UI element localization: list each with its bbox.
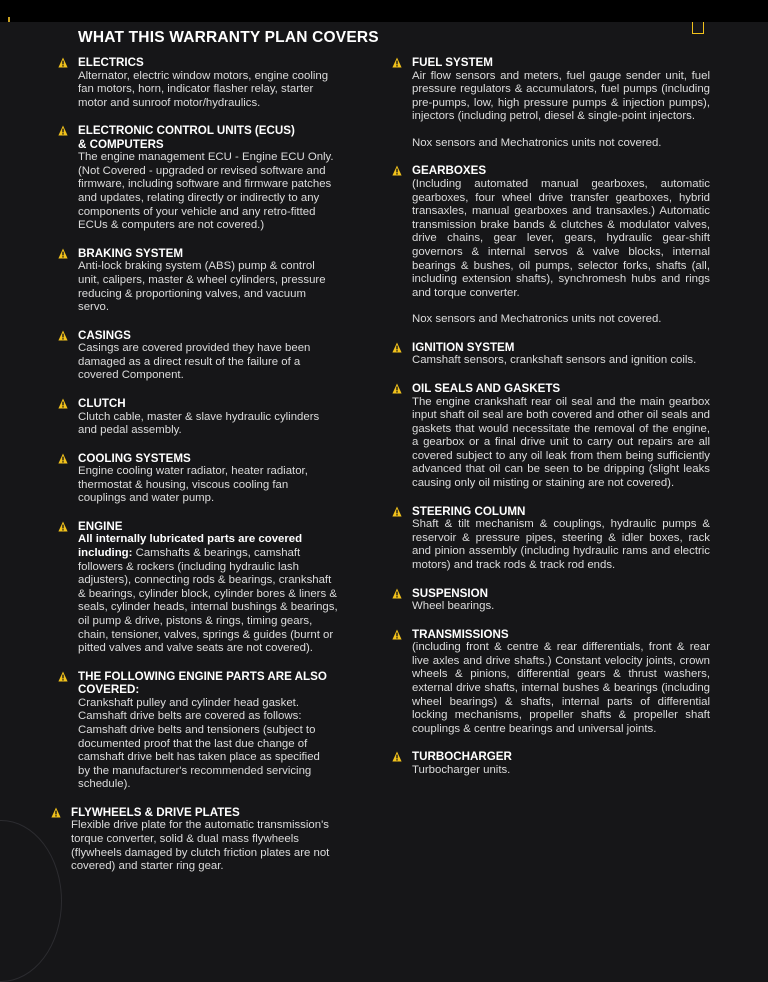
- warning-triangle-icon: [392, 629, 402, 640]
- section-title: IGNITION SYSTEM: [412, 340, 515, 354]
- warning-triangle-icon: [58, 398, 68, 409]
- section-oil-seals-gaskets: [392, 382, 710, 491]
- section-body: Crankshaft pulley and cylinder head gasket. Camshaft drive belts are covered as follows: Camshaft drive belts and tensioners (subject to documented proof that the last due change of camshaft drive belt has taken place as specified by the manufacturer's recommended servicing schedule).: [78, 696, 320, 791]
- section-body-text: Camshafts & bearings, camshaft followers & rockers (including hydraulic lash adjusters), connecting rods & bearings, crankshaft & bearings, cylinder block, cylinder bores & liners & seals, cylinder heads, internal bushings & bearings, oil pump & drive, pistons & rings, timing gears, chain, tensioner, valves, springs & guides (burnt or pitted valves and valve seats are not covered).: [78, 547, 338, 655]
- section-title: TURBOCHARGER: [412, 750, 512, 764]
- top-bar: [0, 0, 768, 22]
- section-body: Anti-lock braking system (ABS) pump & control unit, calipers, master & wheel cylinders, pressure reducing & proportioning valves, and vacuum servo.: [78, 260, 326, 314]
- section-body: Air flow sensors and meters, fuel gauge sender unit, fuel pressure regulators & accumulators, fuel pumps (including pre-pumps, low, high pressure pumps & injection pumps), injectors (including petrol, diesel & single-point injectors.: [412, 69, 710, 123]
- section-gearboxes: [392, 164, 710, 326]
- section-body: (including front & centre & rear differentials, front & rear live axles and drive shafts.) Constant velocity joints, crown wheels & pinions, differential gears & thrust washers, external drive shafts, internal bushes & bearings (including wheel bearings) & shafts, internal parts of differential locking mechanisms, propeller shafts & propeller shaft couplings & centre bearings and universal joints.: [412, 641, 710, 735]
- warning-triangle-icon: [392, 342, 402, 353]
- section-braking-system: [58, 247, 370, 315]
- section-ignition-system: [392, 341, 710, 368]
- section-electrics: [58, 56, 370, 110]
- page-title: WHAT THIS WARRANTY PLAN COVERS: [78, 29, 379, 46]
- section-title: OIL SEALS AND GASKETS: [412, 382, 561, 395]
- warning-triangle-icon: [392, 506, 402, 517]
- section-suspension: [392, 587, 710, 614]
- section-note: Nox sensors and Mechatronics units not covered.: [412, 136, 662, 149]
- warning-triangle-icon: [392, 383, 402, 394]
- section-fuel-system: [392, 56, 710, 150]
- section-title: STEERING COLUMN: [412, 504, 526, 518]
- section-body: Flexible drive plate for the automatic transmission's torque converter, solid & dual mass flywheels (flywheels damaged by clutch friction plates are not covered) and starter ring gear.: [71, 819, 330, 873]
- section-body: (Including automated manual gearboxes, automatic gearboxes, four wheel drive transfer gearboxes, hybrid transaxles, manual gearboxes and transaxles.) Automatic transmission brake bands & clutches & modulator valves, drive chains, gear lever, gears, hydraulic gear-shift governors & internal servos & valve blocks, internal bearings & bushes, oil pumps, selector forks, shafts (all, including extension shafts), synchromesh hubs and rings and torque converter.: [412, 177, 710, 299]
- section-engine-parts-also-covered: [58, 670, 370, 792]
- section-title: TRANSMISSIONS: [412, 627, 509, 641]
- warning-triangle-icon: [58, 125, 68, 136]
- section-flywheels-drive-plates: [51, 806, 370, 874]
- section-body: [78, 533, 370, 655]
- warning-triangle-icon: [58, 248, 68, 259]
- section-body: Wheel bearings.: [412, 600, 495, 613]
- section-body: Turbocharger units.: [412, 763, 511, 776]
- warning-triangle-icon: [51, 807, 61, 818]
- section-engine: [58, 520, 370, 656]
- left-column: [58, 56, 370, 874]
- warning-triangle-icon: [58, 57, 68, 68]
- section-clutch: [58, 397, 370, 438]
- section-body: Camshaft sensors, crankshaft sensors and ignition coils.: [412, 354, 697, 367]
- section-body: Alternator, electric window motors, engine cooling fan motors, horn, indicator flasher relay, starter motor and sunroof motor/hydraulics.: [78, 69, 329, 109]
- warning-triangle-icon: [392, 57, 402, 68]
- section-title: SUSPENSION: [412, 586, 489, 600]
- section-title: FUEL SYSTEM: [412, 56, 493, 69]
- section-body: The engine crankshaft rear oil seal and the main gearbox input shaft oil seal are both covered and other oil seals and gaskets that would necessitate the removal of the engine, a gearbox or a final drive unit to carry out repairs are all covered subject to any oil leak from them being sufficiently advanced that oil can be seen to be dripping (slight leaks causing only oil misting or staining are not covered).: [412, 395, 710, 490]
- top-bar-tick: [8, 17, 10, 22]
- warning-triangle-icon: [392, 751, 402, 762]
- warning-triangle-icon: [58, 330, 68, 341]
- section-title: THE FOLLOWING ENGINE PARTS ARE ALSO COVERED:: [78, 669, 327, 697]
- section-title: ENGINE: [78, 519, 123, 533]
- section-lead: All internally lubricated parts are covered including:: [78, 533, 303, 560]
- section-body: Shaft & tilt mechanism & couplings, hydraulic pumps & reservoir & pressure pipes, steering & idler boxes, rack and pinion assembly (including hydraulic rams and electric motors) and track rods & track rod ends.: [412, 518, 710, 571]
- section-title: GEARBOXES: [412, 164, 487, 178]
- section-transmissions: [392, 628, 710, 737]
- section-body: Clutch cable, master & slave hydraulic cylinders and pedal assembly.: [78, 410, 320, 437]
- section-casings: [58, 329, 370, 383]
- section-body: The engine management ECU - Engine ECU Only. (Not Covered - upgraded or revised software and firmware, including software and firmware patches and updates, relating directly or indirectly to any components of your vehicle and any retro-fitted ECUs & computers are not covered.): [78, 151, 334, 232]
- section-cooling-systems: [58, 452, 370, 506]
- section-title: COOLING SYSTEMS: [78, 451, 191, 465]
- section-title: CASINGS: [78, 328, 131, 342]
- section-title: CLUTCH: [78, 397, 126, 410]
- section-title: ELECTRONIC CONTROL UNITS (ECUS) & COMPUTERS: [78, 124, 295, 151]
- warning-triangle-icon: [58, 671, 68, 682]
- warning-triangle-icon: [392, 588, 402, 599]
- section-ecus: [58, 124, 370, 233]
- section-turbocharger: [392, 750, 710, 777]
- warning-triangle-icon: [58, 521, 68, 532]
- corner-box-icon: [692, 22, 704, 34]
- section-title: FLYWHEELS & DRIVE PLATES: [71, 805, 240, 819]
- section-body: Casings are covered provided they have been damaged as a direct result of the failure of a covered Component.: [78, 342, 311, 382]
- section-body: Engine cooling water radiator, heater radiator, thermostat & housing, viscous cooling fan couplings and water pump.: [78, 465, 308, 505]
- section-title: ELECTRICS: [78, 56, 144, 69]
- warning-triangle-icon: [58, 453, 68, 464]
- warning-triangle-icon: [392, 165, 402, 176]
- right-column: [392, 56, 710, 777]
- section-note: Nox sensors and Mechatronics units not covered.: [412, 313, 662, 326]
- section-steering-column: [392, 505, 710, 573]
- section-title: BRAKING SYSTEM: [78, 246, 183, 260]
